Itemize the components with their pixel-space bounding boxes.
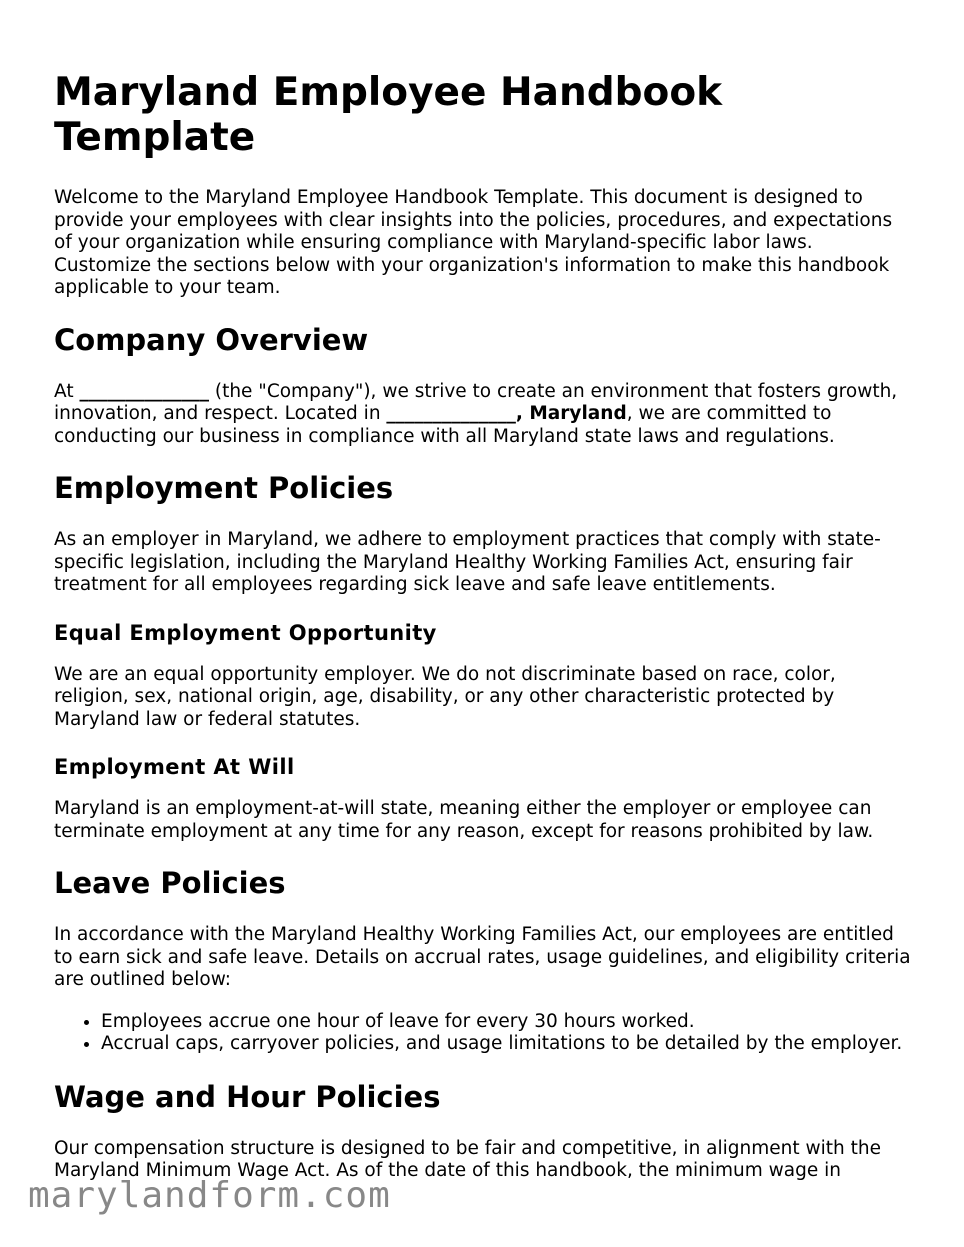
employment-policies-paragraph: As an employer in Maryland, we adhere to employment practices that comply with state-specific legislation, including the Maryland Healthy Working Families Act, ensuring fair treatment for all employees regarding sick leave and safe leave entitlements. [54,529,881,595]
employment-policies-heading: Employment Policies [54,471,394,505]
leave-policies-list [54,1011,914,1056]
company-overview-heading: Company Overview [54,322,369,357]
watermark-text: marylandform.com [28,1175,391,1216]
company-overview-text-1: At [54,380,80,402]
intro-paragraph: Welcome to the Maryland Employee Handbook Template. This document is designed to provide your employees with clear insights into the policies, procedures, and expectations of your organization while ensuring compliance with Maryland-specific labor laws. Customize the sections below with your organization's information to make this handbook applicable to your team. [54,187,893,298]
document-title: Maryland Employee Handbook Template [54,70,723,160]
company-name-blank: ______________ [79,380,209,402]
company-location-blank: ______________, Maryland [386,403,627,424]
list-item: • Employees accrue one hour of leave for every 30 hours worked. [101,1011,914,1034]
leave-policies-paragraph: In accordance with the Maryland Healthy Working Families Act, our employees are entitled to earn sick and safe leave. Details on accrual rates, usage guidelines, and eligibility criteria are outlined below: [54,924,911,990]
wage-policies-paragraph: Our compensation structure is designed to be fair and competitive, in alignment with the Maryland Minimum Wage Act. As of the date of this handbook, the minimum wage in [54,1137,882,1181]
company-overview-paragraph [54,381,914,449]
company-overview-text-2: (the "Company"), we strive to create an environment that fosters growth, innovation, and respect. Located in [54,380,898,424]
wage-policies-heading: Wage and Hour Policies [54,1079,441,1114]
eeo-heading: Equal Employment Opportunity [54,620,437,645]
at-will-paragraph: Maryland is an employment-at-will state, meaning either the employer or employee can terminate employment at any time for any reason, except for reasons prohibited by law. [54,798,874,842]
leave-policies-heading: Leave Policies [54,866,286,900]
document-body [54,70,914,1206]
list-item: • Accrual caps, carryover policies, and usage limitations to be detailed by the employer. [101,1033,914,1056]
eeo-paragraph: We are an equal opportunity employer. We do not discriminate based on race, color, religion, sex, national origin, age, disability, or any other characteristic protected by Maryland law or federal statutes. [54,663,836,730]
at-will-heading: Employment At Will [54,755,295,779]
company-overview-text-3: , we are committed to conducting our business in compliance with all Maryland state laws and regulations. [54,403,835,447]
